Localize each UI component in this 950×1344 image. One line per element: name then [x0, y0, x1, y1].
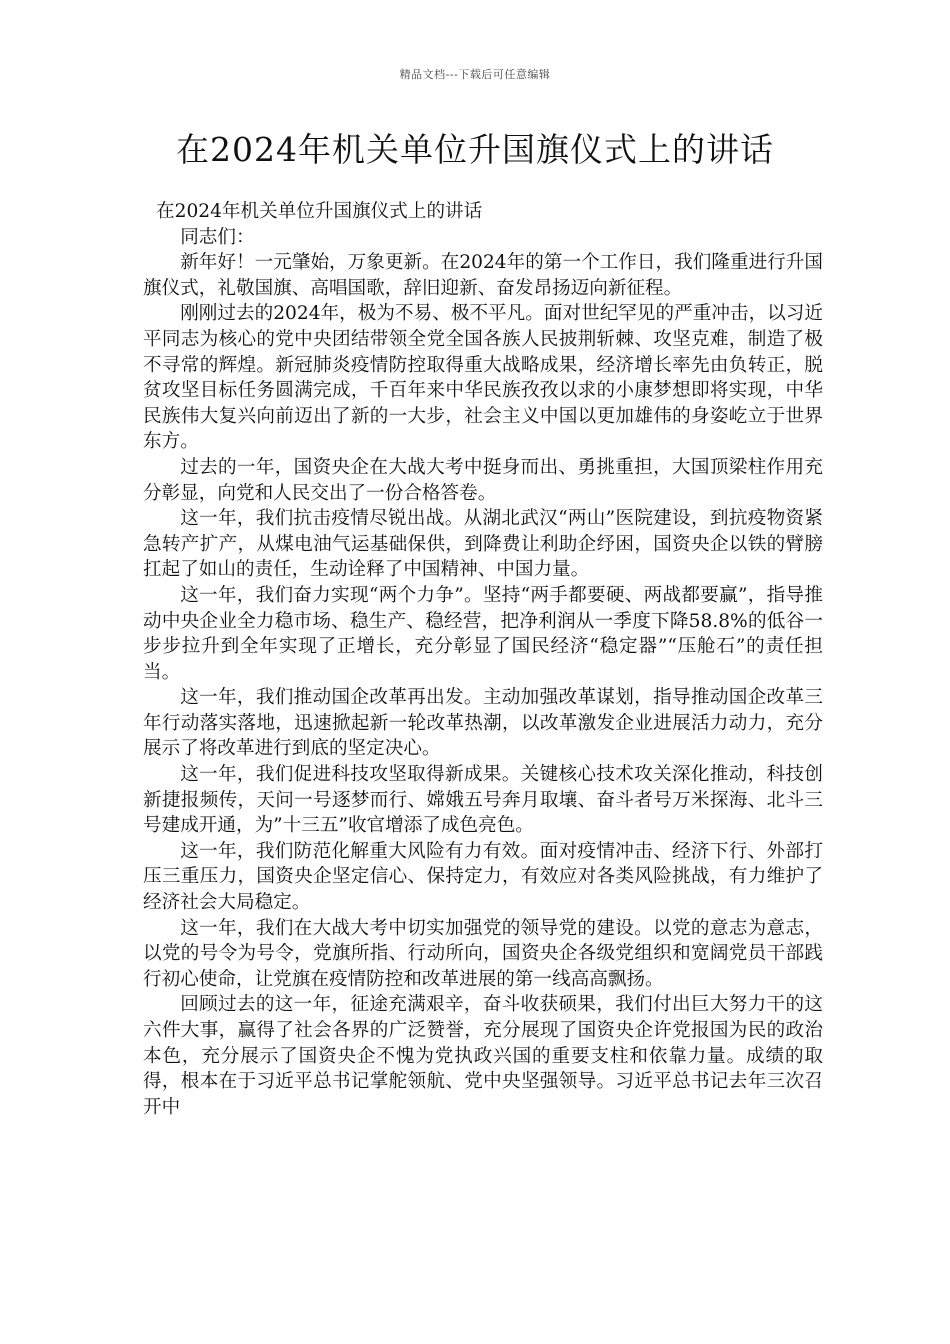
- paragraph: 回顾过去的这一年，征途充满艰辛，奋斗收获硕果，我们付出巨大努力干的这六件大事，赢得了社会各界的广泛赞誉，充分展现了国资央企许党报国为民的政治本色，充分展示了国资央企不愧为党执政兴国的重要支柱和依靠力量。成绩的取得，根本在于习近平总书记掌舵领航、党中央坚强领导。习近平总书记去年三次召开中: [143, 994, 823, 1118]
- document-subtitle: 在2024年机关单位升国旗仪式上的讲话: [156, 201, 483, 222]
- paragraph: 刚刚过去的2024年，极为不易、极不平凡。面对世纪罕见的严重冲击，以习近平同志为核心的党中央团结带领全党全国各族人民披荆斩棘、攻坚克难，制造了极不寻常的辉煌。新冠肺炎疫情防控取得重大战略成果，经济增长率先由负转正，脱贫攻坚目标任务圆满完成，千百年来中华民族孜孜以求的小康梦想即将实现，中华民族伟大复兴向前迈出了新的一大步，社会主义中国以更加雄伟的身姿屹立于世界东方。: [143, 303, 823, 453]
- document-body: [143, 199, 823, 1120]
- paragraph: 这一年，我们防范化解重大风险有力有效。面对疫情冲击、经济下行、外部打压三重压力，国资央企坚定信心、保持定力，有效应对各类风险挑战，有力维护了经济社会大局稳定。: [143, 840, 823, 914]
- paragraph: 这一年，我们奋力实现“两个力争”。坚持“两手都要硬、两战都要赢”，指导推动中央企业全力稳市场、稳生产、稳经营，把净利润从一季度下降58.8%的低谷一步步拉升到全年实现了正增长，充分彰显了国民经济“稳定器”“压舱石”的责任担当。: [143, 584, 823, 683]
- page-header-note: 精品文档---下载后可任意编辑: [399, 68, 551, 81]
- paragraph: 这一年，我们在大战大考中切实加强党的领导党的建设。以党的意志为意志，以党的号令为号令，党旗所指、行动所向，国资央企各级党组织和宽阔党员干部践行初心使命，让党旗在疫情防控和改革进展的第一线高高飘扬。: [143, 917, 823, 990]
- paragraph: 新年好！一元肇始，万象更新。在2024年的第一个工作日，我们隆重进行升国旗仪式，礼敬国旗、高唱国歌，辞旧迎新、奋发昂扬迈向新征程。: [143, 252, 823, 299]
- paragraph: 这一年，我们推动国企改革再出发。主动加强改革谋划，指导推动国企改革三年行动落实落地，迅速掀起新一轮改革热潮，以改革激发企业进展活力动力，充分展示了将改革进行到底的坚定决心。: [143, 687, 823, 760]
- paragraph: 这一年，我们抗击疫情尽锐出战。从湖北武汉“两山”医院建设，到抗疫物资紧急转产扩产，从煤电油气运基础保供，到降费让利助企纾困，国资央企以铁的臂膀扛起了如山的责任，生动诠释了中国精神、中国力量。: [143, 508, 823, 581]
- salutation: 同志们：: [180, 226, 255, 248]
- document-title: 在2024年机关单位升国旗仪式上的讲话: [176, 130, 774, 169]
- paragraph: 过去的一年，国资央企在大战大考中挺身而出、勇挑重担，大国顶梁柱作用充分彰显，向党和人民交出了一份合格答卷。: [143, 456, 823, 504]
- paragraph: 这一年，我们促进科技攻坚取得新成果。关键核心技术攻关深化推动，科技创新捷报频传，天问一号逐梦而行、嫦娥五号奔月取壤、奋斗者号万米探海、北斗三号建成开通，为”十三五”收官增添了成色亮色。: [143, 764, 823, 837]
